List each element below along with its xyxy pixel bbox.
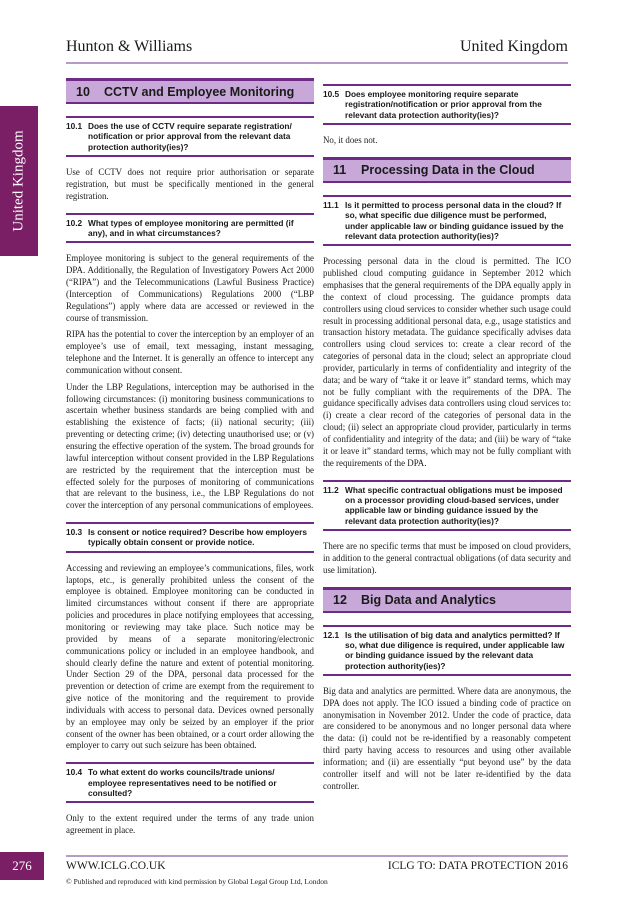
question-10-5 (323, 84, 571, 125)
question-10-3 (66, 522, 314, 553)
answer-10-3: Accessing and reviewing an employee’s communications, files, work laptops, etc., is generally prohibited unless the consent of the employee is obtained. Employee monitoring can be conducted in limited circumstances without consent if there are appropriate policies and procedures in place notifying employees that accessing, monitoring or reviewing may take place. Such notice may be provided by means of a separate monitoring/electronic communications policy or included in an employee handbook, and should clearly define the nature and extent of potential monitoring. Under Section 29 of the DPA, personal data processed for the prevention or detection of crime are exempt from the requirement to give notice of the monitoring and the requirement to provide individuals with access to personal data. Devices owned personally by an employee may only be seized by an employer if the prior consent of the owner has been obtained, or a court order allowing the employer to carry out such seizure has been obtained. (66, 562, 314, 751)
side-tab-label: United Kingdom (10, 130, 27, 232)
answer-11-1: Processing personal data in the cloud is permitted. The ICO published cloud computing guidance in September 2012 which emphasises that the general requirements of the DPA equally apply in the context of cloud processing. The guidance prompts data controllers using cloud services to consider whether such usage could result in processing additional personal data, e.g., usage statistics and transaction history metadata. The guidance specifically advises data controllers using cloud services to: create a clear record of the categories of personal data in the cloud; select an appropriate cloud provider, particularly in terms of confidentiality and integrity of the data; and be wary of “take it or leave it” standard terms, which may not be fully compliant with the requirements of the DPA. The guidance specifically advises data controllers using cloud services to: (i) create a clear record of the categories of personal data in the cloud; (ii) select an appropriate cloud provider, particularly in terms of confidentiality and integrity of the data; and (iii) be wary of “take it or leave it” standard terms, which may not be fully compliant with the requirements of the DPA. (323, 256, 571, 468)
section-12-number: 12 (333, 593, 347, 608)
question-10-4 (66, 762, 314, 803)
question-number: 10.2 (66, 217, 83, 228)
section-10-number: 10 (76, 84, 90, 99)
question-text: What types of employee monitoring are permitted (if any), and in what circumstances? (88, 217, 294, 238)
header-country: United Kingdom (460, 38, 568, 55)
right-column (323, 78, 571, 798)
footer-copyright: © Published and reproduced with kind permission by Global Legal Group Ltd, London (66, 877, 328, 886)
question-12-1 (323, 625, 571, 676)
side-tab (0, 106, 38, 256)
question-text: To what extent do works councils/trade unions/ employee representatives need to be notified or consulted? (88, 767, 277, 798)
answer-10-1: Use of CCTV does not require prior authorisation or separate registration, but must be specifically mentioned in the general registration. (66, 167, 314, 201)
answer-10-2-paragraph: Employee monitoring is subject to the general requirements of the DPA. Additionally, the Regulation of Investigatory Powers Act 2000 (“RIPA”) and the Telecommunications (Lawful Business Practice) (Interception of Communications) Regulations 2000 (“LBP Regulations”) apply where data are accessed or reviewed in the course of transmission. (66, 253, 314, 323)
answer-12-1: Big data and analytics are permitted. Where data are anonymous, the DPA does not apply. The ICO issued a binding code of practice on anonymisation in November 2012. Under the code of practice, data are considered to be anonymous and no longer personal data where the data: (i) could not be re-identified by a reasonably competent third party having access to resources and using other available information; and (ii) are essentially “put beyond use” by the data controller itself and will not be later re-identified by the data controller. (323, 685, 571, 791)
header-firm: Hunton & Williams (66, 38, 193, 55)
question-10-2 (66, 213, 314, 244)
answer-10-2-paragraph: RIPA has the potential to cover the interception by an employer of an employee’s use of email, text messaging, instant messaging, telephone and the Internet. It is generally an offence to intercept any communication without consent. (66, 329, 314, 375)
answer-11-2: There are no specific terms that must be imposed on cloud providers, in addition to the general contractual obligations (of data security and use limitation). (323, 540, 571, 575)
question-number: 12.1 (323, 629, 340, 640)
question-number: 11.1 (323, 199, 339, 210)
answer-10-4: Only to the extent required under the terms of any trade union agreement in place. (66, 813, 314, 836)
section-12-title: Big Data and Analytics (361, 593, 496, 608)
section-11-number: 11 (333, 163, 347, 178)
answer-10-5: No, it does not. (323, 135, 378, 146)
question-11-1 (323, 195, 571, 246)
question-text: Is it permitted to process personal data in the cloud? If so, what specific due diligence must be performed, under applicable law or binding guidance issued by the relevant data protection authority(ies)? (345, 199, 564, 241)
section-10-title: CCTV and Employee Monitoring (104, 84, 295, 99)
question-number: 10.1 (66, 121, 83, 131)
question-number: 10.3 (66, 527, 83, 538)
question-number: 10.5 (323, 89, 340, 99)
section-11-bar (323, 157, 571, 183)
left-column (66, 78, 314, 842)
section-10-bar (66, 78, 314, 104)
question-text: Does employee monitoring require separate registration/notification or prior approval from the relevant data protection authority(ies)? (345, 89, 542, 120)
section-11-title: Processing Data in the Cloud (361, 163, 535, 178)
header-rule (66, 62, 568, 64)
question-text: What specific contractual obligations must be imposed on a processor providing cloud-based services, under applicable law or binding guidance issued by the relevant data protection authority(ies)? (345, 484, 563, 526)
answer-10-2-paragraph: Under the LBP Regulations, interception may be authorised in the following circumstances: (i) monitoring business communications to ascertain whether business standards are being complied with and establishing the existence of facts; (ii) national security; (iii) preventing or detecting crime; (iv) detecting unauthorised use; or (v) ensuring the effective operation of the system. The broad grounds for lawful interception without consent provided in the LBP Regulations are restricted by the requirement that the interception must be effected solely for the purposes of monitoring of communications that are relevant to the business, i.e., the LBP Regulations do not cover the interception of any personal communications of employees. (66, 381, 314, 511)
footer-rule (66, 855, 568, 857)
question-text: Does the use of CCTV require separate registration/ notification or prior approval from the relevant data protection authority(ies)? (88, 121, 292, 152)
question-text: Is consent or notice required? Describe how employers typically obtain consent or provide notice. (88, 527, 308, 548)
question-number: 10.4 (66, 767, 83, 778)
question-number: 11.2 (323, 484, 339, 495)
section-12-bar (323, 587, 571, 613)
page-number: 276 (0, 852, 44, 880)
footer-publication: ICLG TO: DATA PROTECTION 2016 (387, 860, 568, 872)
question-text: Is the utilisation of big data and analytics permitted? If so, what due diligence is required, under applicable law or binding guidance issued by the relevant data protection authority(ies)? (345, 629, 565, 671)
question-11-2 (323, 480, 571, 531)
footer-url[interactable]: WWW.ICLG.CO.UK (66, 860, 166, 872)
question-10-1 (66, 116, 314, 157)
